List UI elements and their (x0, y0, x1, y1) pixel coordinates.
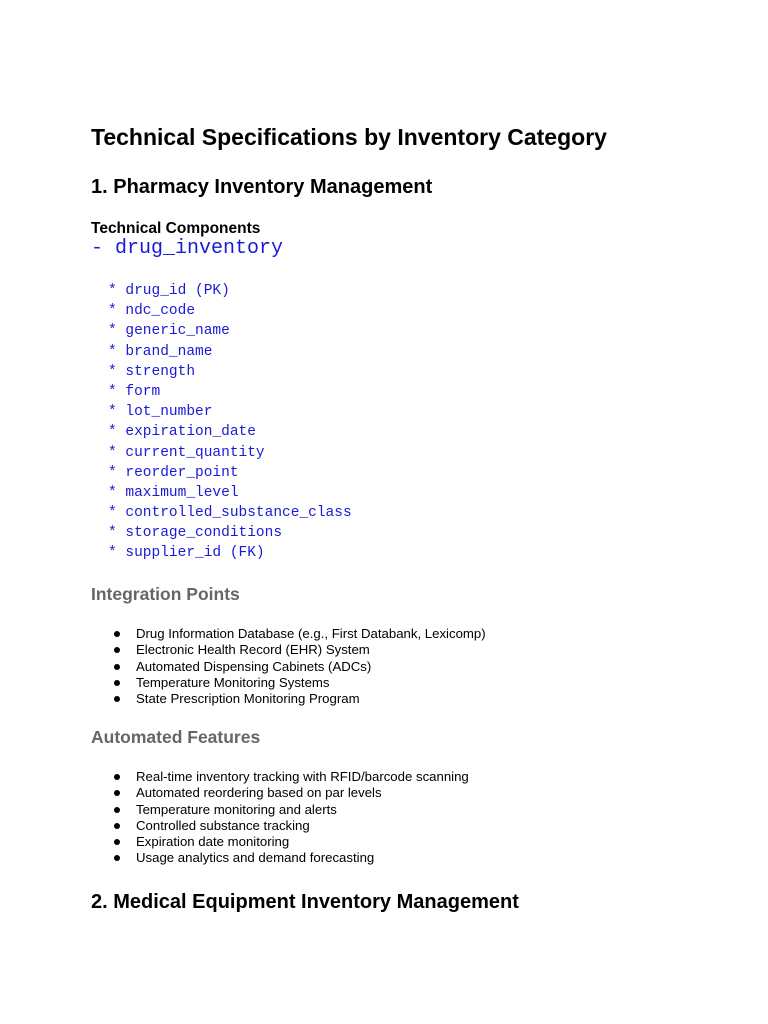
list-item (112, 802, 469, 818)
integration-points-list (112, 626, 486, 707)
bullet-icon (114, 774, 120, 780)
bullet-icon (114, 790, 120, 796)
list-item-text: Automated reordering based on par levels (136, 785, 382, 801)
table-name-code: - drug_inventory (91, 237, 284, 260)
field-item: * maximum_level (108, 484, 239, 501)
bullet-icon (114, 647, 120, 653)
field-item: * storage_conditions (108, 525, 283, 542)
list-item-text: State Prescription Monitoring Program (136, 691, 360, 707)
list-item (112, 785, 469, 801)
field-item: * generic_name (108, 323, 230, 340)
bullet-icon (114, 680, 120, 686)
list-item (112, 642, 486, 658)
automated-features-list (112, 769, 469, 867)
field-item: * drug_id (PK) (108, 283, 230, 299)
field-item: * ndc_code (108, 303, 196, 320)
field-item: * expiration_date (108, 424, 256, 441)
document-title: Technical Specifications by Inventory Category (91, 124, 607, 150)
list-item-text: Automated Dispensing Cabinets (ADCs) (136, 658, 372, 674)
field-item: * reorder_point (108, 464, 239, 481)
list-item (112, 850, 469, 866)
list-item-text: Temperature monitoring and alerts (136, 801, 337, 817)
field-item: * brand_name (108, 343, 213, 360)
field-list (108, 281, 352, 564)
list-item-text: Expiration date monitoring (136, 834, 290, 850)
list-item (112, 818, 469, 834)
technical-components-heading: Technical Components (91, 220, 261, 237)
list-item (112, 834, 469, 850)
section-2-heading: 2. Medical Equipment Inventory Management (91, 891, 519, 913)
list-item (112, 675, 486, 691)
bullet-icon (114, 631, 120, 637)
bullet-icon (114, 839, 120, 845)
list-item-text: Drug Information Database (e.g., First Databank, Lexicomp) (136, 626, 486, 641)
bullet-icon (114, 807, 120, 813)
field-item: * current_quantity (108, 444, 265, 461)
automated-features-heading: Automated Features (91, 727, 261, 747)
section-1-heading: 1. Pharmacy Inventory Management (91, 176, 433, 198)
field-item: * strength (108, 363, 196, 380)
list-item (112, 691, 486, 707)
list-item-text: Real-time inventory tracking with RFID/barcode scanning (136, 769, 469, 784)
bullet-icon (114, 855, 120, 861)
field-item: * form (108, 383, 161, 400)
list-item (112, 769, 469, 785)
list-item (112, 659, 486, 675)
field-item: * controlled_substance_class (108, 505, 352, 522)
list-item-text: Electronic Health Record (EHR) System (136, 642, 370, 658)
list-item-text: Temperature Monitoring Systems (136, 674, 330, 690)
list-item-text: Usage analytics and demand forecasting (136, 850, 375, 866)
integration-points-heading: Integration Points (91, 584, 240, 604)
bullet-icon (114, 823, 120, 829)
list-item-text: Controlled substance tracking (136, 817, 310, 833)
bullet-icon (114, 664, 120, 670)
field-item: * lot_number (108, 404, 213, 421)
list-item (112, 626, 486, 642)
bullet-icon (114, 696, 120, 702)
field-item: * supplier_id (FK) (108, 545, 265, 562)
